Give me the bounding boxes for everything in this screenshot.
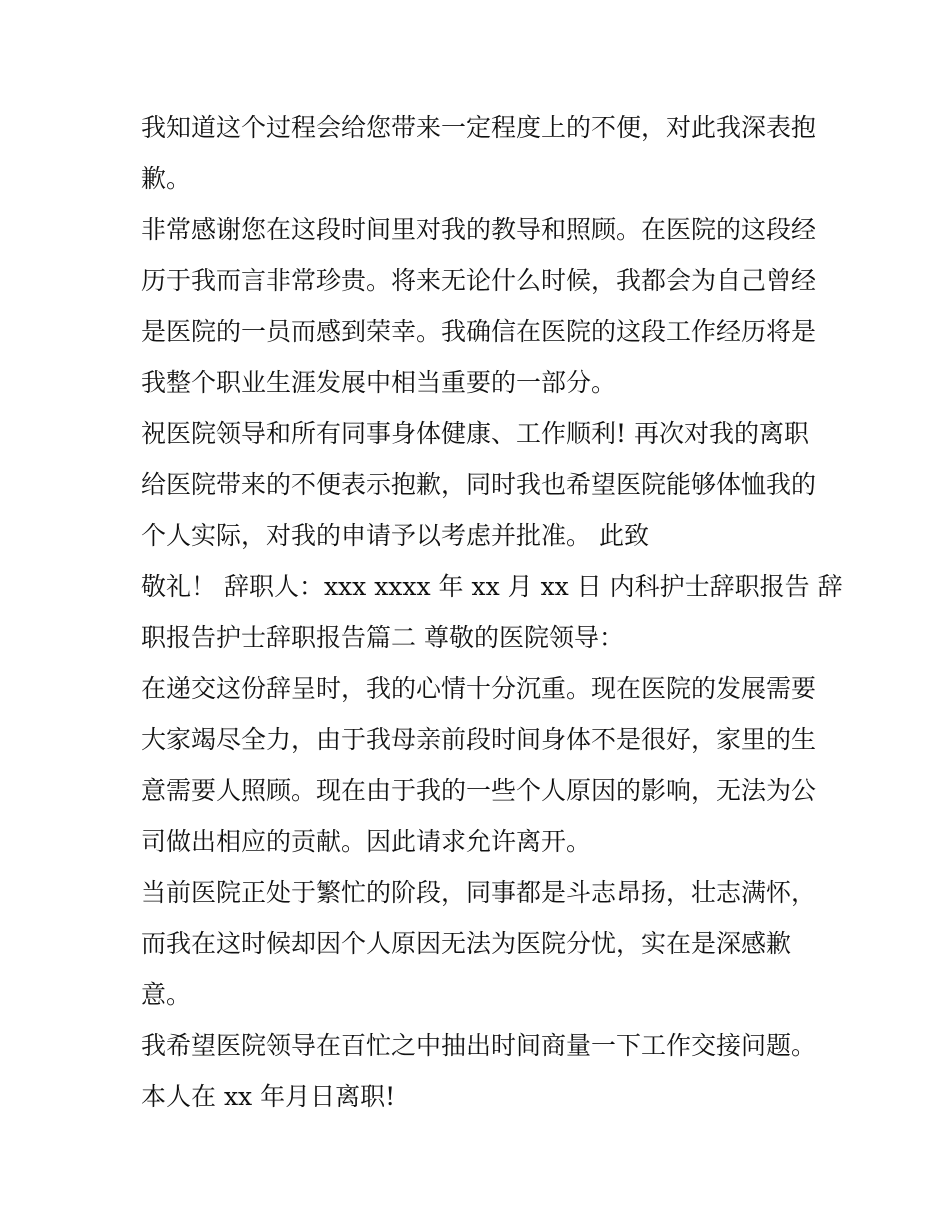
text-line: 是医院的一员而感到荣幸。我确信在医院的这段工作经历将是 bbox=[141, 317, 817, 346]
text-line: 大家竭尽全力，由于我母亲前段时间身体不是很好，家里的生 bbox=[141, 725, 817, 754]
text-line: 我知道这个过程会给您带来一定程度上的不便，对此我深表抱 bbox=[141, 113, 817, 142]
text-line: 歉。 bbox=[141, 164, 192, 193]
text-line: 祝医院领导和所有同事身体健康、工作顺利! 再次对我的离职 bbox=[141, 419, 809, 448]
text-line: 我整个职业生涯发展中相当重要的一部分。 bbox=[141, 368, 617, 397]
text-line: 本人在 xx 年月日离职! bbox=[141, 1082, 396, 1111]
text-line: 意。 bbox=[141, 980, 192, 1009]
text-line: 而我在这时候却因个人原因无法为医院分忧，实在是深感歉 bbox=[141, 929, 792, 958]
text-line: 在递交这份辞呈时，我的心情十分沉重。现在医院的发展需要 bbox=[141, 674, 817, 703]
text-line: 敬礼！ 辞职人：xxx xxxx 年 xx 月 xx 日 内科护士辞职报告 辞 bbox=[141, 572, 843, 601]
text-line: 我希望医院领导在百忙之中抽出时间商量一下工作交接问题。 bbox=[141, 1031, 817, 1060]
text-line: 个人实际，对我的申请予以考虑并批准。 此致 bbox=[141, 521, 649, 550]
text-line: 意需要人照顾。现在由于我的一些个人原因的影响，无法为公 bbox=[141, 776, 817, 805]
text-line: 非常感谢您在这段时间里对我的教导和照顾。在医院的这段经 bbox=[141, 215, 817, 244]
text-line: 司做出相应的贡献。因此请求允许离开。 bbox=[141, 827, 592, 856]
text-line: 历于我而言非常珍贵。将来无论什么时候，我都会为自己曾经 bbox=[141, 266, 817, 295]
text-line: 当前医院正处于繁忙的阶段，同事都是斗志昂扬，壮志满怀， bbox=[141, 878, 817, 907]
text-line: 职报告护士辞职报告篇二 尊敬的医院领导： bbox=[141, 623, 624, 652]
text-line: 给医院带来的不便表示抱歉，同时我也希望医院能够体恤我的 bbox=[141, 470, 817, 499]
